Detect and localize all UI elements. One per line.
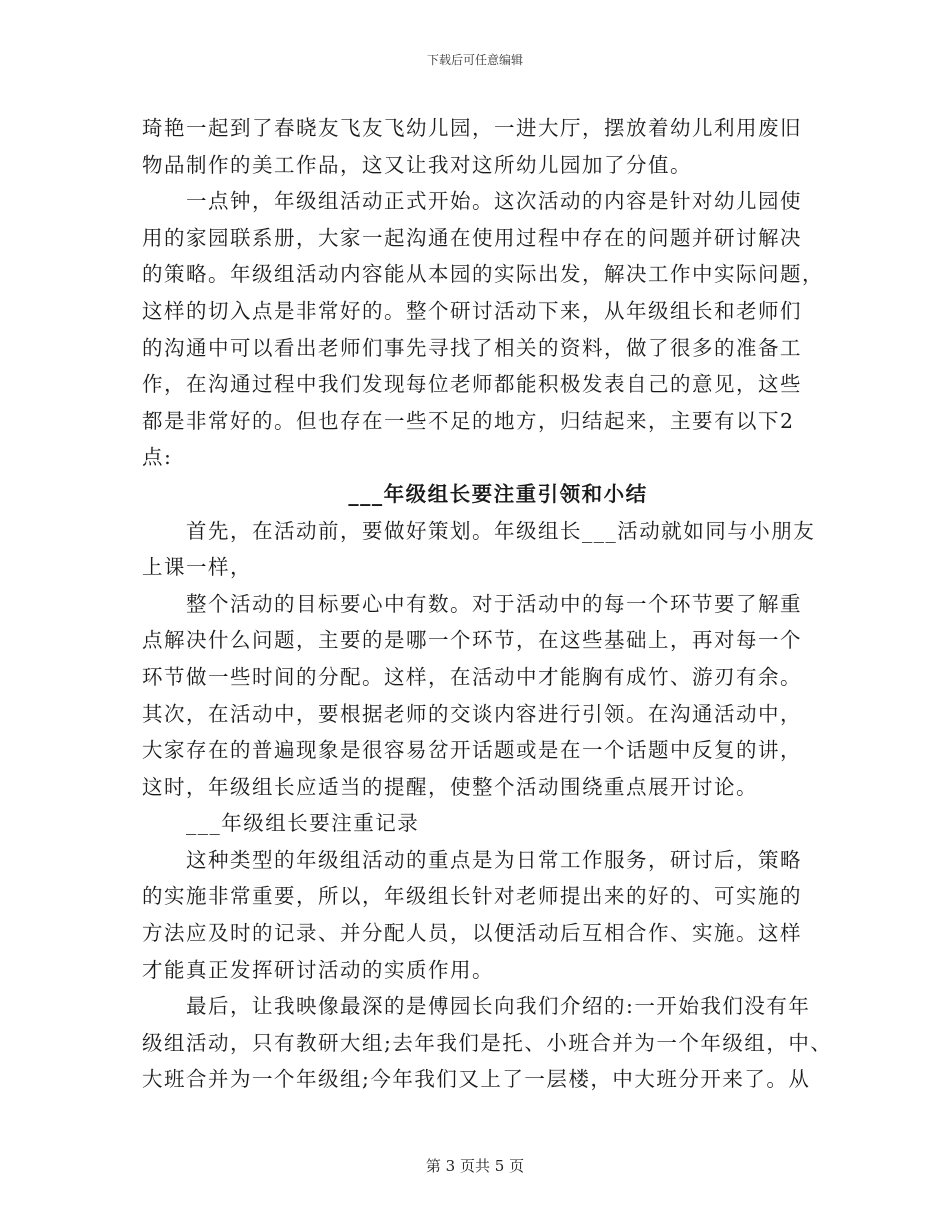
body-line: 环节做一些时间的分配。这样，在活动中才能胸有成竹、游刃有余。 <box>142 664 802 689</box>
body-line: 这样的切入点是非常好的。整个研讨活动下来，从年级组长和老师们 <box>142 298 802 323</box>
body-line: 首先，在活动前，要做好策划。年级组长___活动就如同与小朋友 <box>186 518 816 543</box>
body-line: 用的家园联系册，大家一起沟通在使用过程中存在的问题并研讨解决 <box>142 225 802 250</box>
body-line: 物品制作的美工作品，这又让我对这所幼儿园加了分值。 <box>142 152 692 177</box>
page-header: 下载后可任意编辑 <box>426 53 523 67</box>
body-line: 的沟通中可以看出老师们事先寻找了相关的资料，做了很多的准备工 <box>142 335 802 360</box>
body-line: 作，在沟通过程中我们发现每位老师都能积极发表自己的意见，这些 <box>142 372 802 397</box>
document-body <box>142 110 833 1098</box>
body-line: 其次，在活动中，要根据老师的交谈内容进行引领。在沟通活动中， <box>142 701 802 726</box>
body-line: 大班合并为一个年级组;今年我们又上了一层楼，中大班分开来了。从 <box>142 1067 811 1092</box>
body-line: 最后，让我映像最深的是傅园长向我们介绍的:一开始我们没有年 <box>186 994 811 1019</box>
body-line: 整个活动的目标要心中有数。对于活动中的每一个环节要了解重 <box>186 591 802 616</box>
body-line: 才能真正发挥研讨活动的实质作用。 <box>142 957 494 982</box>
body-line: 的实施非常重要，所以，年级组长针对老师提出来的好的、可实施的 <box>142 884 802 909</box>
body-line: 大家存在的普遍现象是很容易岔开话题或是在一个话题中反复的讲， <box>142 738 802 763</box>
body-line: 的策略。年级组活动内容能从本园的实际出发，解决工作中实际问题， <box>142 262 824 287</box>
body-line: 方法应及时的记录、并分配人员，以便活动后互相合作、实施。这样 <box>142 921 802 946</box>
section-heading: ___年级组长要注重引领和小结 <box>348 481 648 506</box>
body-line: 上课一样， <box>142 555 252 580</box>
body-line: 琦艳一起到了春晓友飞友飞幼儿园，一进大厅，摆放着幼儿利用废旧 <box>142 116 802 140</box>
body-line: 这种类型的年级组活动的重点是为日常工作服务，研讨后，策略 <box>186 847 802 872</box>
page-footer: 第 3 页共 5 页 <box>425 1157 525 1175</box>
body-line: 这时，年级组长应适当的提醒，使整个活动围绕重点展开讨论。 <box>142 774 758 799</box>
body-line: 点解决什么问题，主要的是哪一个环节，在这些基础上，再对每一个 <box>142 628 802 653</box>
section-subheading: ___年级组长要注重记录 <box>186 811 420 836</box>
body-line: 都是非常好的。但也存在一些不足的地方，归结起来，主要有以下2 <box>142 408 795 433</box>
body-line: 级组活动，只有教研大组;去年我们是托、小班合并为一个年级组，中、 <box>142 1030 833 1055</box>
body-line: 点: <box>142 445 173 470</box>
body-line: 一点钟，年级组活动正式开始。这次活动的内容是针对幼儿园使 <box>186 189 802 214</box>
